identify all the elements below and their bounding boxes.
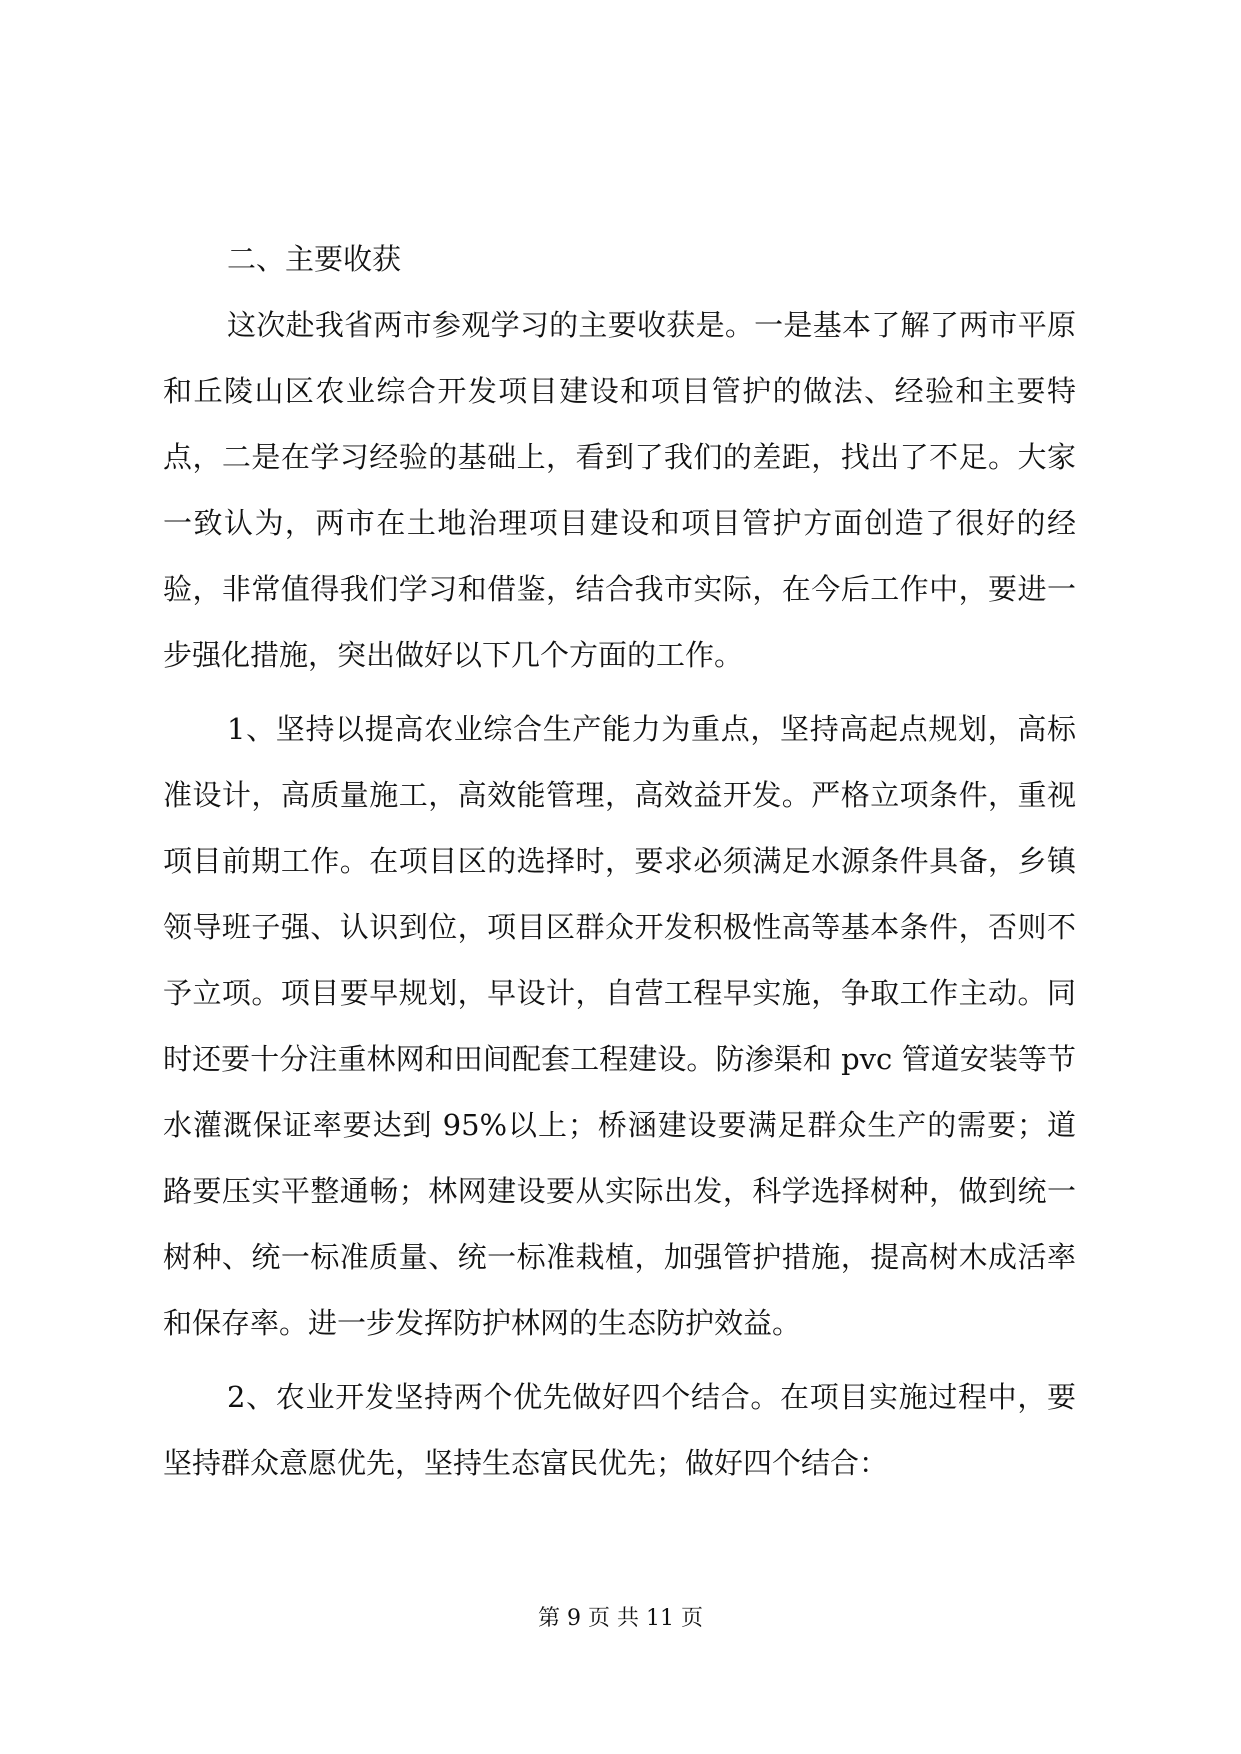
paragraph-point-1: 1、坚持以提高农业综合生产能力为重点，坚持高起点规划，高标准设计，高质量施工，高效能管理，高效益开发。严格立项条件，重视项目前期工作。在项目区的选择时，要求必须满足水源条件具备，乡镇领导班子强、认识到位，项目区群众开发积极性高等基本条件，否则不予立项。项目要早规划，早设计，自营工程早实施，争取工作主动。同时还要十分注重林网和田间配套工程建设。防渗渠和 pvc 管道安装等节水灌溉保证率要达到 95%以上；桥涵建设要满足群众生产的需要；道路要压实平整通畅；林网建设要从实际出发，科学选择树种，做到统一树种、统一标准质量、统一标准栽植，加强管护措施，提高树木成活率和保存率。进一步发挥防护林网的生态防护效益。 — [163, 712, 1076, 1340]
paragraph-main-gains: 这次赴我省两市参观学习的主要收获是。一是基本了解了两市平原和丘陵山区农业综合开发项目建设和项目管护的做法、经验和主要特点，二是在学习经验的基础上，看到了我们的差距，找出了不足。大家一致认为，两市在土地治理项目建设和项目管护方面创造了很好的经验，非常值得我们学习和借鉴，结合我市实际，在今后工作中，要进一步强化措施，突出做好以下几个方面的工作。 — [163, 308, 1076, 672]
document-body — [163, 226, 1076, 1496]
page-number-footer: 第 9 页 共 11 页 — [538, 1606, 703, 1631]
paragraph-point-2: 2、农业开发坚持两个优先做好四个结合。在项目实施过程中，要坚持群众意愿优先，坚持生态富民优先；做好四个结合： — [163, 1380, 1076, 1480]
section-heading: 二、主要收获 — [227, 242, 402, 276]
